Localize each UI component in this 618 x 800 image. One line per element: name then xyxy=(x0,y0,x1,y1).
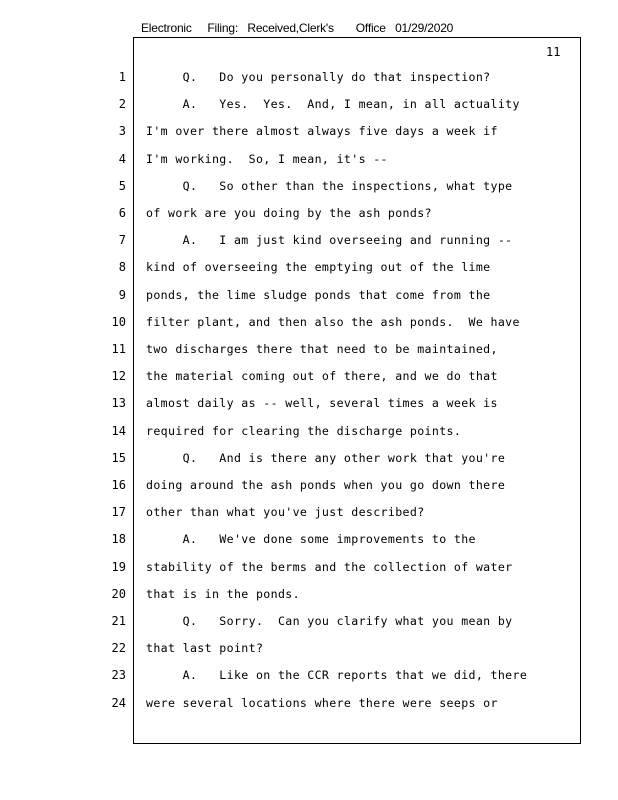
transcript-page-frame xyxy=(133,37,581,744)
filing-stamp-header: Electronic Filing: Received,Clerk's Office 01/29/2020 xyxy=(141,21,454,35)
line-number: 20 xyxy=(111,586,126,601)
line-number: 1 xyxy=(118,70,126,84)
line-number: 23 xyxy=(111,668,126,683)
transcript-line: Q. So other than the inspections, what type xyxy=(146,178,513,193)
page-number: 11 xyxy=(546,45,561,59)
transcript-line: A. We've done some improvements to the xyxy=(146,532,476,547)
line-number: 4 xyxy=(118,151,126,166)
transcript-line: ponds, the lime sludge ponds that come from the xyxy=(146,287,491,302)
transcript-line: A. Like on the CCR reports that we did, there xyxy=(146,668,528,683)
transcript-line: Q. And is there any other work that you're xyxy=(146,450,506,465)
transcript-line: I'm working. So, I mean, it's -- xyxy=(146,151,388,166)
transcript-line: kind of overseeing the emptying out of the lime xyxy=(146,260,491,275)
transcript-line: stability of the berms and the collection of water xyxy=(146,559,513,574)
transcript-line: I'm over there almost always five days a week if xyxy=(146,124,498,139)
line-number: 11 xyxy=(111,342,126,356)
transcript-line: were several locations where there were seeps or xyxy=(146,695,498,710)
line-number: 12 xyxy=(111,369,126,384)
line-number: 16 xyxy=(111,478,126,492)
transcript-line: other than what you've just described? xyxy=(146,505,425,520)
transcript-line: doing around the ash ponds when you go down there xyxy=(146,478,506,492)
transcript-line: almost daily as -- well, several times a week is xyxy=(146,396,498,411)
line-number: 3 xyxy=(118,124,126,139)
transcript-line: Q. Sorry. Can you clarify what you mean by xyxy=(146,614,513,628)
line-number: 6 xyxy=(118,206,126,220)
transcript-line: of work are you doing by the ash ponds? xyxy=(146,206,432,220)
transcript-line: the material coming out of there, and we do that xyxy=(146,369,498,384)
transcript-line: filter plant, and then also the ash ponds. We have xyxy=(146,314,520,329)
line-number: 9 xyxy=(118,287,126,302)
transcript-line: required for clearing the discharge points. xyxy=(146,423,462,438)
transcript-line: A. I am just kind overseeing and running -- xyxy=(146,233,513,248)
line-number: 21 xyxy=(111,614,126,628)
transcript-line: Q. Do you personally do that inspection? xyxy=(146,70,491,84)
transcript-line: two discharges there that need to be maintained, xyxy=(146,342,498,356)
line-number: 5 xyxy=(118,178,126,193)
transcript-line: A. Yes. Yes. And, I mean, in all actuality xyxy=(146,97,520,112)
line-number: 2 xyxy=(118,97,126,112)
line-number: 19 xyxy=(111,559,126,574)
transcript-line: that is in the ponds. xyxy=(146,586,300,601)
line-number: 22 xyxy=(111,641,126,656)
line-number: 15 xyxy=(111,450,126,465)
line-number: 10 xyxy=(111,314,126,329)
line-number: 18 xyxy=(111,532,126,547)
line-number: 7 xyxy=(118,233,126,248)
line-number: 13 xyxy=(111,396,126,411)
line-number: 24 xyxy=(111,695,126,710)
line-number: 8 xyxy=(118,260,126,275)
line-number: 17 xyxy=(111,505,126,520)
line-number: 14 xyxy=(111,423,126,438)
transcript-line: that last point? xyxy=(146,641,264,656)
